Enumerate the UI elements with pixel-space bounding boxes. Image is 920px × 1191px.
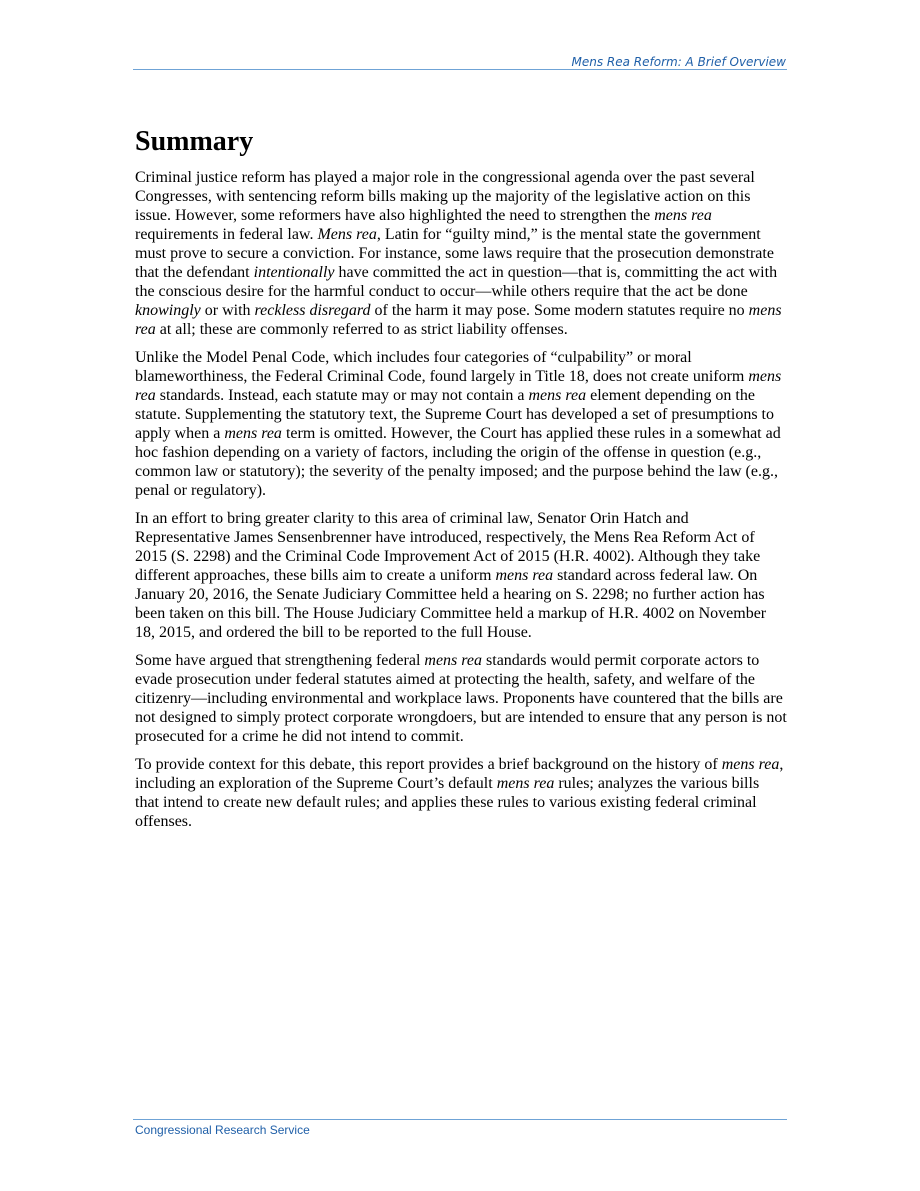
paragraph-1 <box>135 168 787 339</box>
italic-term: mens rea <box>135 302 782 338</box>
italic-term: mens rea <box>654 207 712 224</box>
italic-term: Mens rea <box>317 226 377 243</box>
text-run: have committed the act in question—that is, committing the act with the conscious desire for the harmful conduct to occur—while others require that the act be done <box>135 264 778 300</box>
text-run: Criminal justice reform has played a major role in the congressional agenda over the past several Congresses, with sentencing reform bills making up the majority of the legislative action on this issue. However, some reformers have also highlighted the need to strengthen the <box>135 169 755 224</box>
text-run: , including an exploration of the Supreme Court’s default <box>135 756 784 792</box>
italic-term: mens rea <box>135 368 782 404</box>
text-run: Unlike the Model Penal Code, which includes four categories of “culpability” or moral blameworthiness, the Federal Criminal Code, found largely in Title 18, does not create uniform <box>135 349 749 385</box>
text-run: Some have argued that strengthening federal <box>135 652 425 669</box>
italic-term: knowingly <box>135 302 201 319</box>
italic-term: mens rea <box>721 756 780 773</box>
text-run: at all; these are commonly referred to as strict liability offenses. <box>155 321 568 338</box>
text-run: standard across federal law. On January 20, 2016, the Senate Judiciary Committee held a hearing on S. 2298; no further action has been taken on this bill. The House Judiciary Committee held a markup of H.R. 4002 on November 18, 2015, and ordered the bill to be reported to the full House. <box>135 567 767 641</box>
italic-term: intentionally <box>253 264 335 281</box>
text-run: rules; analyzes the various bills that intend to create new default rules; and applies these rules to various existing federal criminal offenses. <box>135 775 760 830</box>
running-header: Mens Rea Reform: A Brief Overview <box>571 55 786 69</box>
italic-term: mens rea <box>496 775 555 792</box>
paragraph-3 <box>135 509 787 642</box>
italic-term: mens rea <box>495 567 554 584</box>
text-run: of the harm it may pose. Some modern statutes require no <box>370 302 749 319</box>
text-run: standards. Instead, each statute may or may not contain a <box>155 387 529 404</box>
text-run: element depending on the statute. Supplementing the statutory text, the Supreme Court has developed a set of presumptions to apply when a <box>135 387 774 442</box>
paragraph-4 <box>135 651 787 746</box>
text-run: , Latin for “guilty mind,” is the mental state the government must prove to secure a conviction. For instance, some laws require that the prosecution demonstrate that the defendant <box>135 226 774 281</box>
text-run: or with <box>200 302 255 319</box>
text-run: standards would permit corporate actors to evade prosecution under federal statutes aimed at protecting the health, safety, and welfare of the citizenry—including environmental and workplace laws. Proponents have countered that the bills are not designed to simply protect corporate wrongdoers, but are intended to ensure that any person is not prosecuted for a crime he did not intend to commit. <box>135 652 787 745</box>
italic-term: mens rea <box>528 387 587 404</box>
running-footer: Congressional Research Service <box>135 1123 310 1137</box>
header-rule <box>133 69 787 70</box>
italic-term: mens rea <box>424 652 483 669</box>
paragraph-5 <box>135 755 787 831</box>
section-title: Summary <box>135 126 254 157</box>
paragraph-2 <box>135 348 787 500</box>
italic-term: mens rea <box>224 425 282 442</box>
text-run: requirements in federal law. <box>135 226 318 243</box>
text-run: To provide context for this debate, this report provides a brief background on the history of <box>135 756 722 773</box>
footer-rule <box>133 1119 787 1120</box>
italic-term: reckless disregard <box>254 302 371 319</box>
text-run: term is omitted. However, the Court has applied these rules in a somewhat ad hoc fashion depending on a variety of factors, including the origin of the offense in question (e.g., common law or statutory); the severity of the penalty imposed; and the purpose behind the law (e.g., penal or regulatory). <box>135 425 781 499</box>
text-run: In an effort to bring greater clarity to this area of criminal law, Senator Orin Hatch and Representative James Sensenbrenner have introduced, respectively, the Mens Rea Reform Act of 2015 (S. 2298) and the Criminal Code Improvement Act of 2015 (H.R. 4002). Although they take different approaches, these bills aim to create a uniform <box>135 510 761 584</box>
summary-body <box>135 168 787 840</box>
